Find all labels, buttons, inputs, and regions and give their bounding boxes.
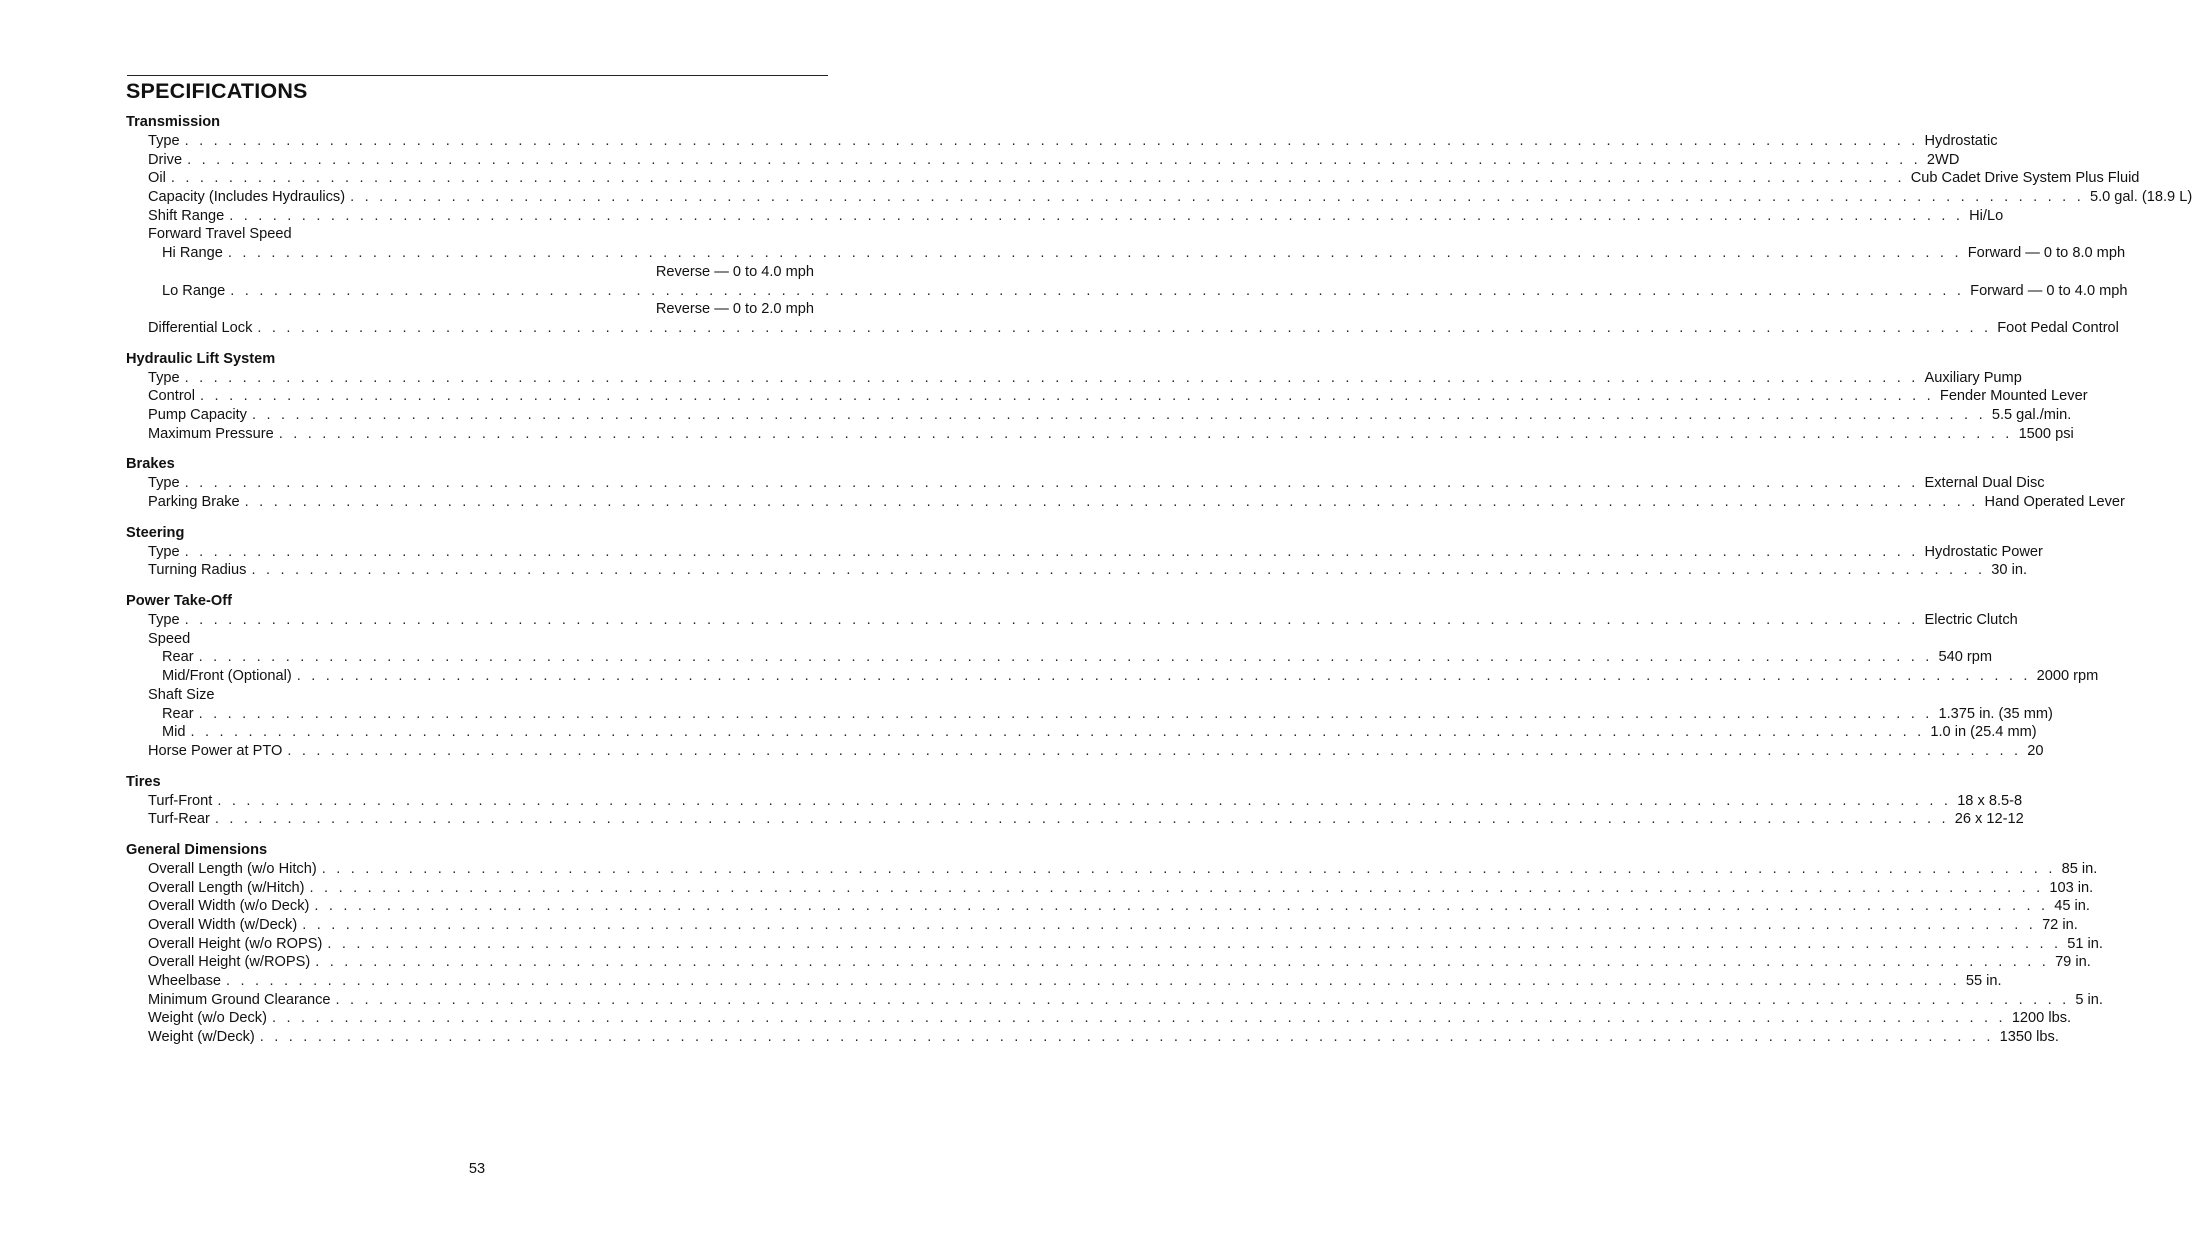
spec-value: 45 in. — [2054, 898, 2090, 915]
spec-row — [126, 742, 2044, 761]
spec-value: Fender Mounted Lever — [1939, 388, 2088, 405]
dot-leader: . . . . . . . . . . . . . . . . . . . . . . . . . . . . . . . . . . . . . . . . . . . . . . . . . . . . . . . . . . . . . . . . . . . . . . . . . . . . . . . . . . . . . . . . . . . . . . . . . . . . . . . . . . . . . . . . . . . . . . . . — [251, 406, 1986, 423]
spec-value: Reverse — 0 to 2.0 mph — [655, 301, 814, 318]
spec-label: Control — [148, 388, 196, 405]
spec-row — [126, 667, 2099, 686]
spec-row — [126, 897, 2090, 916]
spec-label: Wheelbase — [148, 973, 222, 990]
spec-section — [126, 350, 2088, 444]
specifications-list — [126, 113, 2192, 1059]
spec-label: Hi Range — [162, 245, 223, 262]
spec-label: Turf-Rear — [148, 811, 210, 828]
dot-leader: . . . . . . . . . . . . . . . . . . . . . . . . . . . . . . . . . . . . . . . . . . . . . . . . . . . . . . . . . . . . . . . . . . . . . . . . . . . . . . . . . . . . . . . . . . . . . . . . . . . . . . . . . . . . . . . . . . . . . . . . — [184, 612, 1919, 629]
dot-leader: . . . . . . . . . . . . . . . . . . . . . . . . . . . . . . . . . . . . . . . . . . . . . . . . . . . . . . . . . . . . . . . . . . . . . . . . . . . . . . . . . . . . . . . . . . . . . . . . . . . . . . . . . . . . . . . . . . . . . . . . — [214, 811, 1949, 828]
dot-leader: . . . . . . . . . . . . . . . . . . . . . . . . . . . . . . . . . . . . . . . . . . . . . . . . . . . . . . . . . . . . . . . . . . . . . . . . . . . . . . . . . . . . . . . . . . . . . . . . . . . . . . . . . . . . . . . . . . . . . . . . — [287, 742, 2022, 759]
spec-label: Maximum Pressure — [148, 425, 274, 442]
spec-label: Rear — [162, 649, 194, 666]
dot-leader: . . . . . . . . . . . . . . . . . . . . . . . . . . . . . . . . . . . . . . . . . . . . . . . . . . . . . . . . . . . . . . . . . . . . . . . . . . . . . . . . . . . . . . . . . . . . . . . . . . . . . . . . . . . . . . . . . . . . . . . . — [278, 425, 2013, 442]
section-heading: Tires — [126, 773, 161, 790]
spec-label: Overall Height (w/o ROPS) — [148, 935, 323, 952]
page-number: 53 — [468, 1161, 486, 1177]
spec-label: Parking Brake — [148, 494, 240, 510]
spec-value: 79 in. — [2055, 954, 2091, 971]
spec-row — [126, 369, 2022, 388]
dot-leader: . . . . . . . . . . . . . . . . . . . . . . . . . . . . . . . . . . . . . . . . . . . . . . . . . . . . . . . . . . . . . . . . . . . . . . . . . . . . . . . . . . . . . . . . . . . . . . . . . . . . . . . . . . . . . . . . . . . . . . . . — [198, 705, 1933, 722]
spec-section — [126, 773, 2024, 829]
spec-value: 5 in. — [2075, 991, 2103, 1008]
spec-row — [126, 686, 814, 705]
spec-label: Horse Power at PTO — [148, 742, 283, 759]
spec-value: Reverse — 0 to 4.0 mph — [655, 263, 814, 280]
spec-row — [126, 300, 814, 319]
spec-label: Type — [148, 133, 180, 149]
spec-value: Forward — 0 to 4.0 mph — [1970, 282, 2128, 299]
spec-value: 1.0 in (25.4 mm) — [1930, 724, 2037, 741]
spec-row — [126, 282, 2128, 301]
spec-value: Auxiliary Pump — [1924, 369, 2022, 386]
spec-row — [126, 425, 2074, 444]
spec-label: Overall Length (w/Hitch) — [148, 879, 305, 896]
spec-value: 85 in. — [2061, 860, 2098, 877]
spec-value: Hand Operated Lever — [1984, 494, 2125, 510]
spec-row — [126, 991, 2103, 1010]
section-heading: Power Take-Off — [126, 593, 232, 610]
spec-label: Lo Range — [162, 282, 226, 299]
spec-row — [126, 972, 2002, 991]
dot-leader: . . . . . . . . . . . . . . . . . . . . . . . . . . . . . . . . . . . . . . . . . . . . . . . . . . . . . . . . . . . . . . . . . . . . . . . . . . . . . . . . . . . . . . . . . . . . . . . . . . . . . . . . . . . . . . . . . . . . . . . . — [309, 879, 2044, 896]
spec-row — [126, 723, 2037, 742]
spec-row — [126, 792, 2023, 811]
dot-leader: . . . . . . . . . . . . . . . . . . . . . . . . . . . . . . . . . . . . . . . . . . . . . . . . . . . . . . . . . . . . . . . . . . . . . . . . . . . . . . . . . . . . . . . . . . . . . . . . . . . . . . . . . . . . . . . . . . . . . . . . — [184, 369, 1919, 386]
spec-label: Speed — [148, 630, 191, 647]
spec-section — [126, 113, 2192, 338]
dot-leader: . . . . . . . . . . . . . . . . . . . . . . . . . . . . . . . . . . . . . . . . . . . . . . . . . . . . . . . . . . . . . . . . . . . . . . . . . . . . . . . . . . . . . . . . . . . . . . . . . . . . . . . . . . . . . . . . . . . . . . . . — [184, 133, 1919, 149]
spec-value: Forward — 0 to 8.0 mph — [1967, 245, 2126, 262]
dot-leader: . . . . . . . . . . . . . . . . . . . . . . . . . . . . . . . . . . . . . . . . . . . . . . . . . . . . . . . . . . . . . . . . . . . . . . . . . . . . . . . . . . . . . . . . . . . . . . . . . . . . . . . . . . . . . . . . . . . . . . . . — [190, 724, 1925, 741]
dot-leader: . . . . . . . . . . . . . . . . . . . . . . . . . . . . . . . . . . . . . . . . . . . . . . . . . . . . . . . . . . . . . . . . . . . . . . . . . . . . . . . . . . . . . . . . . . . . . . . . . . . . . . . . . . . . . . . . . . . . . . . . — [302, 917, 2037, 933]
dot-leader: . . . . . . . . . . . . . . . . . . . . . . . . . . . . . . . . . . . . . . . . . . . . . . . . . . . . . . . . . . . . . . . . . . . . . . . . . . . . . . . . . . . . . . . . . . . . . . . . . . . . . . . . . . . . . . . . . . . . . . . . — [335, 991, 2070, 1008]
spec-label: Mid/Front (Optional) — [162, 668, 292, 685]
spec-value: Hi/Lo — [1969, 207, 2004, 224]
spec-label: Turf-Front — [148, 792, 213, 809]
spec-label: Overall Width (w/o Deck) — [148, 898, 310, 915]
spec-label: Minimum Ground Clearance — [148, 991, 331, 1008]
dot-leader: . . . . . . . . . . . . . . . . . . . . . . . . . . . . . . . . . . . . . . . . . . . . . . . . . . . . . . . . . . . . . . . . . . . . . . . . . . . . . . . . . . . . . . . . . . . . . . . . . . . . . . . . . . . . . . . . . . . . . . . . — [217, 792, 1952, 809]
dot-leader: . . . . . . . . . . . . . . . . . . . . . . . . . . . . . . . . . . . . . . . . . . . . . . . . . . . . . . . . . . . . . . . . . . . . . . . . . . . . . . . . . . . . . . . . . . . . . . . . . . . . . . . . . . . . . . . . . . . . . . . . — [314, 898, 2049, 915]
spec-label: Weight (w/Deck) — [148, 1029, 255, 1046]
spec-row — [126, 935, 2103, 954]
spec-value: External Dual Disc — [1924, 475, 2045, 492]
spec-row — [126, 860, 2098, 879]
spec-label: Capacity (Includes Hydraulics) — [148, 189, 346, 206]
spec-label: Overall Width (w/Deck) — [148, 917, 298, 933]
spec-value: Hydrostatic Power — [1924, 543, 2043, 560]
spec-row — [126, 879, 2094, 898]
spec-row — [126, 543, 2043, 562]
section-heading: General Dimensions — [126, 841, 268, 858]
spec-value: 55 in. — [1965, 973, 2002, 990]
dot-leader: . . . . . . . . . . . . . . . . . . . . . . . . . . . . . . . . . . . . . . . . . . . . . . . . . . . . . . . . . . . . . . . . . . . . . . . . . . . . . . . . . . . . . . . . . . . . . . . . . . . . . . . . . . . . . . . . . . . . . . . . — [271, 1010, 2006, 1027]
spec-value: 5.5 gal./min. — [1991, 406, 2072, 423]
spec-label: Type — [148, 369, 180, 386]
dot-leader: . . . . . . . . . . . . . . . . . . . . . . . . . . . . . . . . . . . . . . . . . . . . . . . . . . . . . . . . . . . . . . . . . . . . . . . . . . . . . . . . . . . . . . . . . . . . . . . . . . . . . . . . . . . . . . . . . . . . . . . . — [184, 543, 1919, 560]
spec-row — [126, 561, 2027, 580]
spec-section — [126, 524, 2043, 580]
spec-label: Shaft Size — [148, 686, 215, 703]
spec-row — [126, 406, 2072, 425]
spec-row — [126, 244, 2126, 263]
spec-value: Hydrostatic — [1924, 133, 1998, 149]
dot-leader: . . . . . . . . . . . . . . . . . . . . . . . . . . . . . . . . . . . . . . . . . . . . . . . . . . . . . . . . . . . . . . . . . . . . . . . . . . . . . . . . . . . . . . . . . . . . . . . . . . . . . . . . . . . . . . . . . . . . . . . . — [321, 860, 2056, 877]
spec-label: Mid — [162, 724, 186, 741]
spec-label: Type — [148, 543, 180, 560]
dot-leader: . . . . . . . . . . . . . . . . . . . . . . . . . . . . . . . . . . . . . . . . . . . . . . . . . . . . . . . . . . . . . . . . . . . . . . . . . . . . . . . . . . . . . . . . . . . . . . . . . . . . . . . . . . . . . . . . . . . . . . . . — [296, 668, 2031, 685]
dot-leader: . . . . . . . . . . . . . . . . . . . . . . . . . . . . . . . . . . . . . . . . . . . . . . . . . . . . . . . . . . . . . . . . . . . . . . . . . . . . . . . . . . . . . . . . . . . . . . . . . . . . . . . . . . . . . . . . . . . . . . . . — [251, 562, 1986, 579]
section-heading: Brakes — [126, 456, 175, 473]
spec-row — [126, 810, 2024, 829]
spec-value: 1200 lbs. — [2011, 1010, 2072, 1027]
spec-label: Weight (w/o Deck) — [148, 1010, 267, 1027]
spec-label: Overall Height (w/ROPS) — [148, 954, 311, 971]
spec-value: 51 in. — [2067, 935, 2103, 952]
dot-leader: . . . . . . . . . . . . . . . . . . . . . . . . . . . . . . . . . . . . . . . . . . . . . . . . . . . . . . . . . . . . . . . . . . . . . . . . . . . . . . . . . . . . . . . . . . . . . . . . . . . . . . . . . . . . . . . . . . . . . . . . — [315, 954, 2050, 971]
dot-leader: . . . . . . . . . . . . . . . . . . . . . . . . . . . . . . . . . . . . . . . . . . . . . . . . . . . . . . . . . . . . . . . . . . . . . . . . . . . . . . . . . . . . . . . . . . . . . . . . . . . . . . . . . . . . . . . . . . . . . . . . — [257, 319, 1992, 336]
spec-value: 1500 psi — [2018, 425, 2074, 442]
spec-value: 1350 lbs. — [1999, 1029, 2059, 1046]
spec-value: 18 x 8.5-8 — [1957, 792, 2023, 809]
header-rule — [127, 75, 828, 76]
spec-row — [126, 474, 2045, 493]
spec-section — [126, 592, 2099, 761]
spec-row — [126, 387, 2088, 406]
spec-row — [126, 493, 2125, 512]
spec-value: 2WD — [1926, 151, 1960, 168]
spec-value: 1.375 in. (35 mm) — [1938, 705, 2053, 722]
spec-label: Oil — [148, 170, 166, 187]
section-heading: Transmission — [126, 114, 221, 130]
spec-row — [126, 225, 814, 244]
spec-row — [126, 705, 2053, 724]
dot-leader: . . . . . . . . . . . . . . . . . . . . . . . . . . . . . . . . . . . . . . . . . . . . . . . . . . . . . . . . . . . . . . . . . . . . . . . . . . . . . . . . . . . . . . . . . . . . . . . . . . . . . . . . . . . . . . . . . . . . . . . . — [259, 1029, 1994, 1046]
spec-value: 2000 rpm — [2036, 668, 2099, 685]
spec-label: Forward Travel Speed — [148, 226, 292, 243]
spec-label: Drive — [148, 151, 183, 168]
spec-section — [126, 455, 2125, 511]
spec-value: 30 in. — [1991, 562, 2027, 579]
dot-leader: . . . . . . . . . . . . . . . . . . . . . . . . . . . . . . . . . . . . . . . . . . . . . . . . . . . . . . . . . . . . . . . . . . . . . . . . . . . . . . . . . . . . . . . . . . . . . . . . . . . . . . . . . . . . . . . . . . . . . . . . — [227, 245, 1962, 262]
spec-row — [126, 1009, 2072, 1028]
spec-value: 20 — [2027, 742, 2044, 759]
spec-value: Electric Clutch — [1924, 612, 2018, 629]
page-title: SPECIFICATIONS — [126, 79, 308, 103]
spec-row — [126, 953, 2091, 972]
dot-leader: . . . . . . . . . . . . . . . . . . . . . . . . . . . . . . . . . . . . . . . . . . . . . . . . . . . . . . . . . . . . . . . . . . . . . . . . . . . . . . . . . . . . . . . . . . . . . . . . . . . . . . . . . . . . . . . . . . . . . . . . — [187, 151, 1921, 168]
spec-label: Overall Length (w/o Hitch) — [148, 860, 317, 877]
spec-value: 5.0 gal. (18.9 L) — [2089, 189, 2192, 206]
section-heading: Steering — [126, 524, 185, 541]
spec-row — [126, 151, 1960, 170]
dot-leader: . . . . . . . . . . . . . . . . . . . . . . . . . . . . . . . . . . . . . . . . . . . . . . . . . . . . . . . . . . . . . . . . . . . . . . . . . . . . . . . . . . . . . . . . . . . . . . . . . . . . . . . . . . . . . . . . . . . . . . . . — [170, 170, 1905, 187]
spec-row — [126, 611, 2018, 630]
spec-value: Cub Cadet Drive System Plus Fluid — [1910, 170, 2140, 187]
dot-leader: . . . . . . . . . . . . . . . . . . . . . . . . . . . . . . . . . . . . . . . . . . . . . . . . . . . . . . . . . . . . . . . . . . . . . . . . . . . . . . . . . . . . . . . . . . . . . . . . . . . . . . . . . . . . . . . . . . . . . . . . — [226, 973, 1960, 990]
spec-label: Turning Radius — [148, 562, 247, 579]
dot-leader: . . . . . . . . . . . . . . . . . . . . . . . . . . . . . . . . . . . . . . . . . . . . . . . . . . . . . . . . . . . . . . . . . . . . . . . . . . . . . . . . . . . . . . . . . . . . . . . . . . . . . . . . . . . . . . . . . . . . . . . . — [327, 935, 2062, 952]
spec-label: Type — [148, 475, 180, 492]
spec-row — [126, 630, 814, 649]
dot-leader: . . . . . . . . . . . . . . . . . . . . . . . . . . . . . . . . . . . . . . . . . . . . . . . . . . . . . . . . . . . . . . . . . . . . . . . . . . . . . . . . . . . . . . . . . . . . . . . . . . . . . . . . . . . . . . . . . . . . . . . . — [244, 494, 1979, 510]
spec-row — [126, 916, 2078, 935]
dot-leader: . . . . . . . . . . . . . . . . . . . . . . . . . . . . . . . . . . . . . . . . . . . . . . . . . . . . . . . . . . . . . . . . . . . . . . . . . . . . . . . . . . . . . . . . . . . . . . . . . . . . . . . . . . . . . . . . . . . . . . . . — [184, 475, 1919, 492]
dot-leader: . . . . . . . . . . . . . . . . . . . . . . . . . . . . . . . . . . . . . . . . . . . . . . . . . . . . . . . . . . . . . . . . . . . . . . . . . . . . . . . . . . . . . . . . . . . . . . . . . . . . . . . . . . . . . . . . . . . . . . . . — [230, 282, 1965, 299]
dot-leader: . . . . . . . . . . . . . . . . . . . . . . . . . . . . . . . . . . . . . . . . . . . . . . . . . . . . . . . . . . . . . . . . . . . . . . . . . . . . . . . . . . . . . . . . . . . . . . . . . . . . . . . . . . . . . . . . . . . . . . . . — [350, 189, 2084, 206]
spec-row — [126, 648, 1993, 667]
spec-value: 103 in. — [2049, 879, 2094, 896]
spec-value: 26 x 12-12 — [1954, 811, 2024, 828]
section-heading: Hydraulic Lift System — [126, 350, 276, 367]
spec-row — [126, 207, 2004, 226]
spec-label: Rear — [162, 705, 194, 722]
spec-value: 72 in. — [2042, 917, 2078, 933]
spec-label: Pump Capacity — [148, 406, 247, 423]
spec-row — [126, 1028, 2059, 1047]
dot-leader: . . . . . . . . . . . . . . . . . . . . . . . . . . . . . . . . . . . . . . . . . . . . . . . . . . . . . . . . . . . . . . . . . . . . . . . . . . . . . . . . . . . . . . . . . . . . . . . . . . . . . . . . . . . . . . . . . . . . . . . . — [229, 207, 1964, 224]
spec-row — [126, 169, 2140, 188]
dot-leader: . . . . . . . . . . . . . . . . . . . . . . . . . . . . . . . . . . . . . . . . . . . . . . . . . . . . . . . . . . . . . . . . . . . . . . . . . . . . . . . . . . . . . . . . . . . . . . . . . . . . . . . . . . . . . . . . . . . . . . . . — [198, 649, 1933, 666]
spec-value: 540 rpm — [1938, 649, 1993, 666]
spec-label: Differential Lock — [148, 319, 253, 336]
spec-label: Type — [148, 612, 180, 629]
spec-section — [126, 841, 2103, 1047]
spec-row — [126, 319, 2119, 338]
spec-row — [126, 263, 814, 282]
spec-row — [126, 188, 2192, 207]
dot-leader: . . . . . . . . . . . . . . . . . . . . . . . . . . . . . . . . . . . . . . . . . . . . . . . . . . . . . . . . . . . . . . . . . . . . . . . . . . . . . . . . . . . . . . . . . . . . . . . . . . . . . . . . . . . . . . . . . . . . . . . . — [200, 388, 1934, 405]
spec-row — [126, 132, 1998, 151]
spec-label: Shift Range — [148, 207, 225, 224]
spec-value: Foot Pedal Control — [1997, 319, 2119, 336]
